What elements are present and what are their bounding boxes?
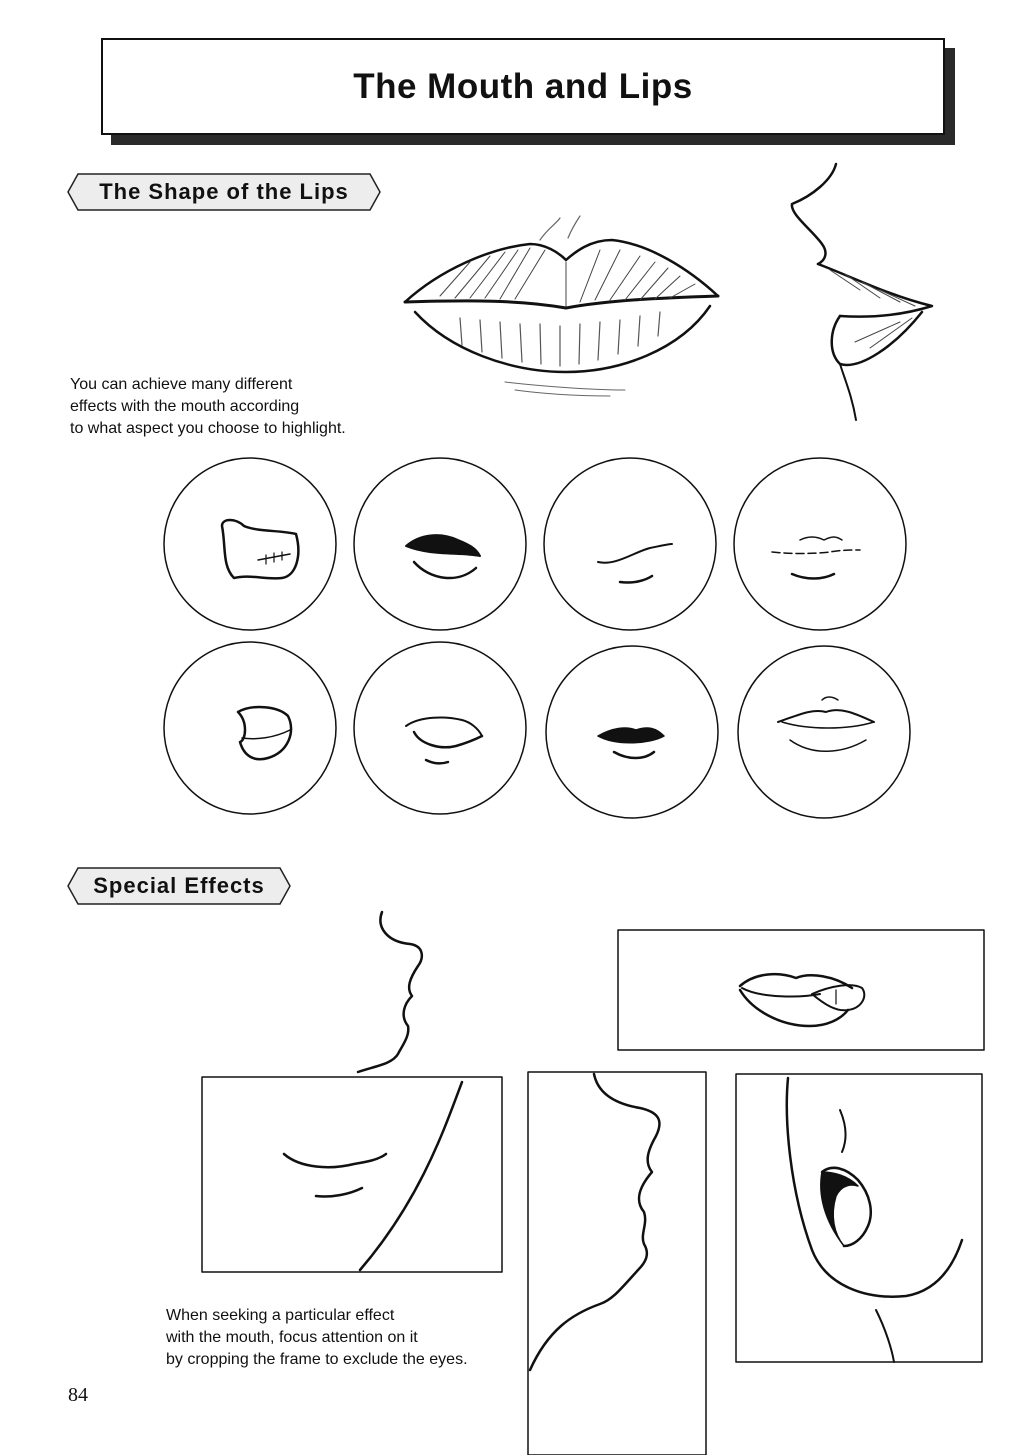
mouth-circle <box>354 642 526 814</box>
mouth-circle <box>738 646 910 818</box>
panel-profile <box>528 1072 706 1455</box>
panel-tongue <box>618 930 984 1050</box>
mouth-circle <box>546 646 718 818</box>
caption-line: by cropping the frame to exclude the eyes. <box>166 1351 468 1368</box>
mouth-circle <box>164 458 336 630</box>
panel-smile <box>202 1077 502 1272</box>
mouth-circle <box>734 458 906 630</box>
caption-line: You can achieve many different <box>70 376 293 393</box>
caption-line: to what aspect you choose to highlight. <box>70 420 346 437</box>
page-title: The Mouth and Lips <box>353 66 693 106</box>
panel-open-mouth <box>736 1074 982 1362</box>
caption-line: with the mouth, focus attention on it <box>166 1329 418 1346</box>
lips-profile-illustration <box>792 164 932 420</box>
section-heading-special-label: Special Effects <box>93 873 265 898</box>
mouth-circle <box>544 458 716 630</box>
section-heading-shape-label: The Shape of the Lips <box>99 179 349 204</box>
mouth-circle <box>354 458 526 630</box>
profile-contour-illustration <box>358 912 422 1072</box>
page-number: 84 <box>68 1384 88 1406</box>
caption-line: When seeking a particular effect <box>166 1307 395 1324</box>
mouth-circle <box>164 642 336 814</box>
caption-line: effects with the mouth according <box>70 398 300 415</box>
lips-front-illustration <box>405 216 718 396</box>
